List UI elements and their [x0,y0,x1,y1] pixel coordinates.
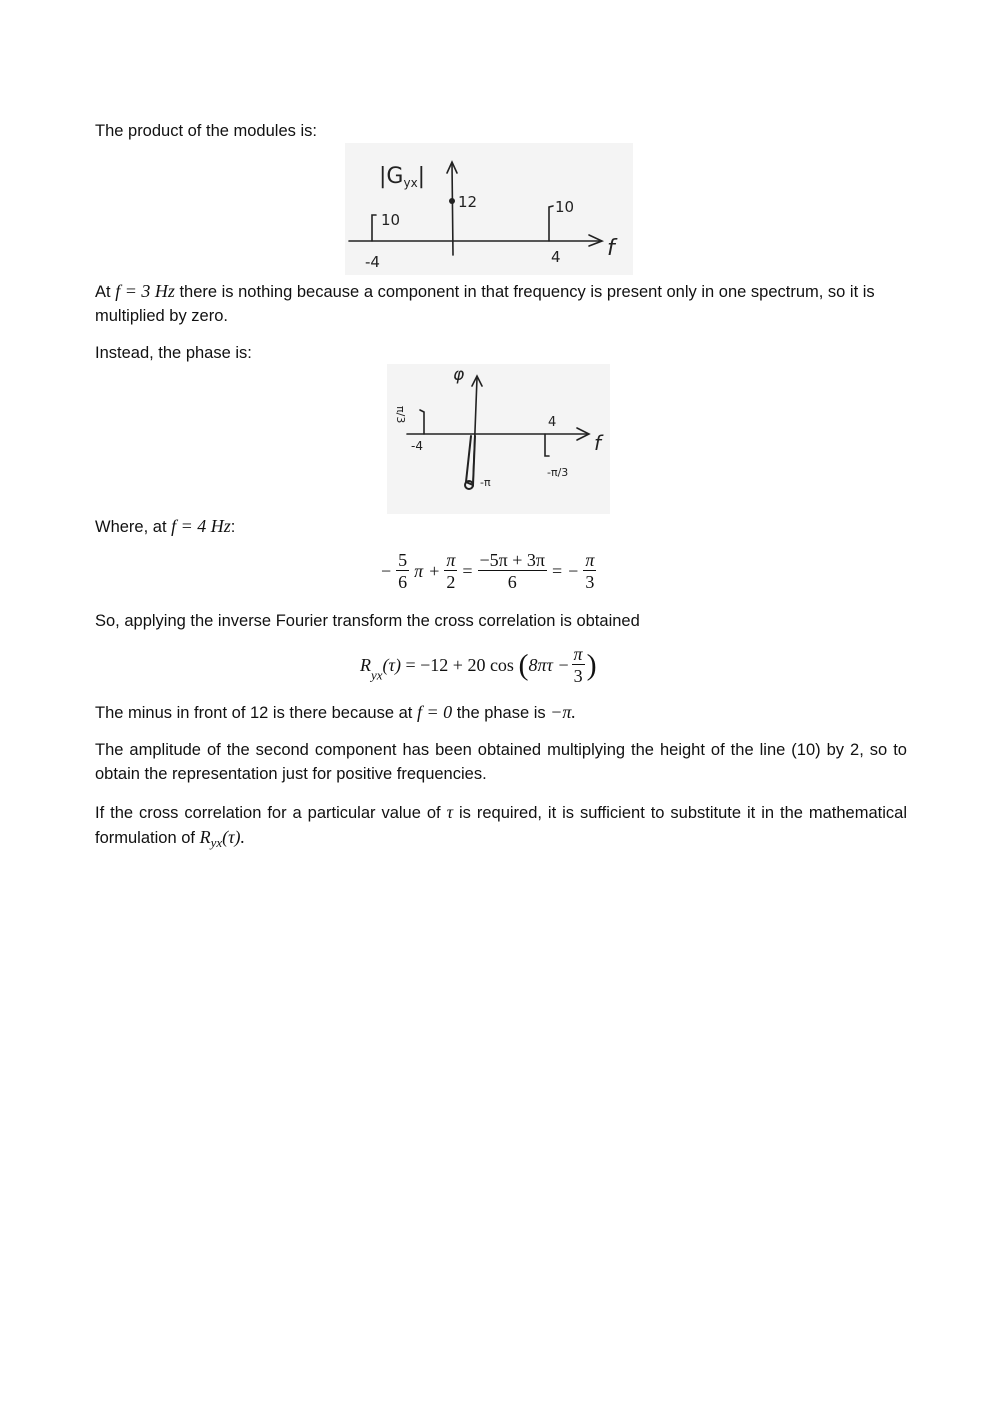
eq1-pi: π [414,561,424,581]
eq2-frac: $\frac{\pi}{3}$ [573,644,583,686]
text-minus-12-mid: the phase is [456,704,546,722]
text-amplitude: The amplitude of the second component has been obtained multiplying the height of the line (10) by 2, so to obtain the representation just for positive frequencies. [95,741,907,783]
math-R-arg: (τ). [222,827,246,847]
phase-upper-label: π/3 [394,406,407,424]
phase-x-label: f [594,431,602,455]
eq1-equals2: = [552,561,563,581]
math-R-sub: yx [210,835,223,850]
paragraph-f3 [95,279,907,328]
text-modules-intro: The product of the modules is: [95,122,317,140]
eq1-frac3: $\frac{-5\pi + 3\pi}{6}$ [479,550,546,592]
eq1-frac1: $\frac{5}{6}$ [398,550,408,592]
phase-tick-left: -4 [411,439,423,453]
paragraph-phase-intro [95,341,907,365]
text-f3-rest: there is nothing because a component in that frequency is present only in one spectrum, so it is multiplied by zero. [95,283,875,325]
modulus-tick-left: -4 [365,253,380,271]
paragraph-amplitude [95,738,907,786]
text-f4-colon: : [230,518,236,536]
math-tau: τ [446,802,454,822]
paragraph-inverse-fourier [95,609,907,633]
eq2-paren-open: ( [518,648,529,682]
eq1-minus2: − [568,561,579,581]
eq2-rhs: = −12 + 20 cos [405,655,514,675]
eq1-equals1: = [462,561,473,581]
phase-lower-label-center: -π [480,476,491,489]
phase-sketch-svg [387,364,610,514]
paragraph-modules-intro [95,119,907,143]
modulus-line-label-center: 12 [458,193,478,211]
eq2-inner: 8πτ − [528,655,570,675]
eq1-frac2: $\frac{\pi}{2}$ [446,550,456,592]
paragraph-f4 [95,514,907,539]
eq2-sub: yx [371,667,383,683]
text-minus-12-start: The minus in front of 12 is there because at [95,704,413,722]
paragraph-minus-12 [95,700,907,725]
math-minus-pi: −π. [550,702,576,722]
text-f3-start: At [95,283,111,301]
paragraph-substitute [95,800,907,855]
text-substitute-start: If the cross correlation for a particular value of [95,804,441,822]
eq2-arg: (τ) [382,655,401,675]
modulus-axis-label: |Gyx| [379,164,426,190]
phase-line-center [466,436,475,485]
eq1-plus: + [429,561,440,581]
phase-line-left [420,410,424,434]
phase-axis-label: φ [453,365,465,385]
text-phase-intro: Instead, the phase is: [95,344,252,362]
phase-sketch [387,364,610,514]
modulus-line-right [549,206,553,241]
math-f4: f = 4 Hz [171,516,231,536]
math-f0: f = 0 [416,702,453,722]
modulus-line-left [372,215,376,241]
phase-line-right [545,434,549,456]
text-f4-start: Where, at [95,518,167,536]
eq1-minus: − [381,561,392,581]
modulus-x-label: f [607,236,615,261]
modulus-peak-dot [449,198,455,204]
phase-tick-right: 4 [548,415,557,430]
eq1-frac4: $\frac{\pi}{3}$ [585,550,595,592]
math-f3: f = 3 Hz [115,281,175,301]
modulus-tick-right: 4 [551,248,561,266]
modulus-sketch-svg [345,143,633,275]
text-inverse-fourier: So, applying the inverse Fourier transform the cross correlation is obtained [95,612,640,630]
eq2-R: R [360,655,371,675]
text-substitute-mid: is required, it is sufficient to substitute it in the mathematical formulation of [95,804,907,847]
equation-cross-correlation [360,644,597,687]
modulus-y-axis [452,163,453,255]
equation-phase [378,550,598,593]
math-R: R [199,827,211,847]
modulus-sketch [345,143,633,275]
phase-lower-label-right: -π/3 [547,466,569,479]
modulus-line-label-right: 10 [555,198,575,216]
modulus-line-label-left: 10 [381,211,401,229]
eq2-paren-close: ) [586,648,597,682]
